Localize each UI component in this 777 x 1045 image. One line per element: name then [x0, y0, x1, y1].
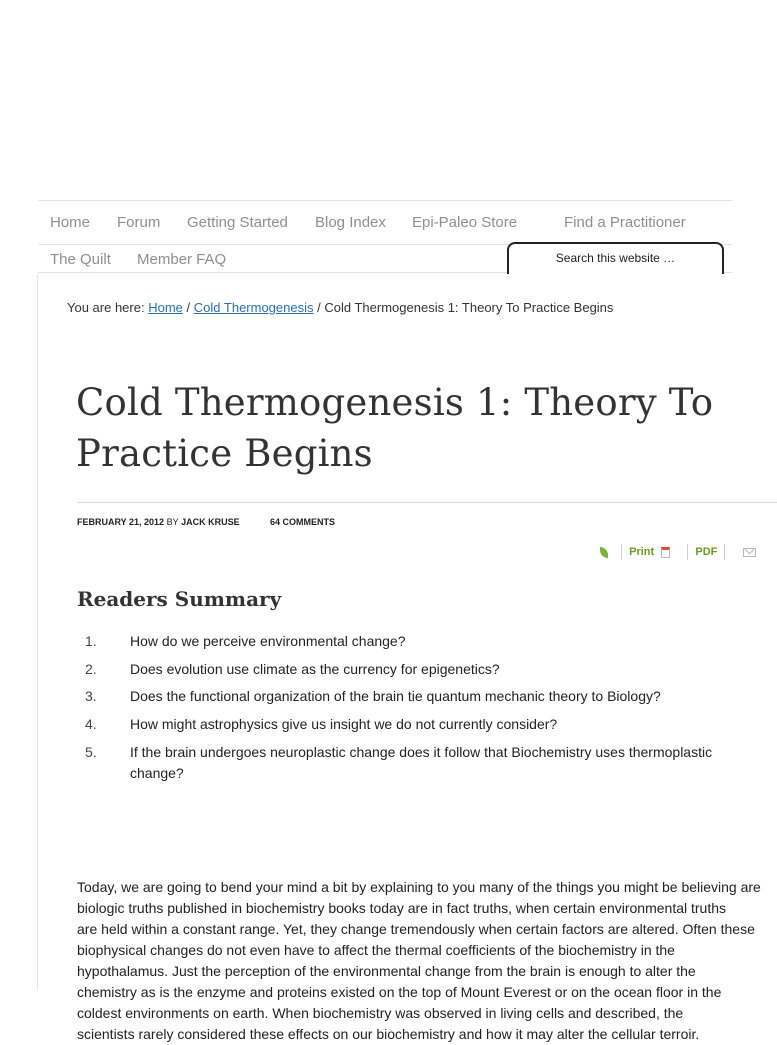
breadcrumb-separator: /: [317, 300, 321, 315]
list-item-text: Does evolution use climate as the currency for epigenetics?: [130, 660, 500, 677]
paragraph-line: coldest environments on earth. When biochemistry was observed in living cells and described, the: [77, 1005, 684, 1021]
list-item-number: 3.: [85, 688, 97, 705]
list-item-number: 5.: [85, 743, 97, 760]
list-item: [77, 686, 777, 707]
list-item-text: How might astrophysics give us insight we do not currently consider?: [130, 716, 558, 733]
primary-nav: [38, 200, 732, 245]
post-by: BY: [166, 517, 179, 527]
list-item: [77, 659, 777, 680]
readers-summary-list: [77, 631, 777, 790]
list-item-text-continued: change?: [130, 764, 184, 781]
post-meta: [77, 517, 240, 527]
list-item-number: 4.: [85, 716, 97, 733]
paragraph-line: scientists rarely considered these effects on our biochemistry and how it may alter the cellular terroir.: [77, 1026, 700, 1042]
tool-separator: [621, 544, 622, 560]
print-button[interactable]: Print: [629, 546, 655, 558]
nav-forum[interactable]: Forum: [117, 214, 161, 231]
list-item: [77, 714, 777, 735]
pdf-button[interactable]: PDF: [695, 546, 718, 558]
post-title-line1: Cold Thermogenesis 1: Theory To: [76, 381, 714, 424]
search-box: [507, 242, 724, 274]
readers-summary-heading: Readers Summary: [77, 587, 282, 611]
breadcrumb: [67, 300, 613, 315]
email-icon[interactable]: [743, 548, 756, 557]
nav-epi-paleo-store[interactable]: Epi-Paleo Store: [412, 214, 518, 231]
tool-separator: [687, 544, 688, 560]
comments-link[interactable]: 64 COMMENTS: [270, 517, 336, 527]
list-item-text: Does the functional organization of the brain tie quantum mechanic theory to Biology?: [130, 688, 661, 705]
breadcrumb-current: Cold Thermogenesis 1: Theory To Practice Begins: [324, 300, 614, 315]
print-tools: [600, 544, 756, 562]
content-panel: [37, 274, 761, 1042]
nav-blog-index[interactable]: Blog Index: [315, 214, 386, 231]
nav-home[interactable]: Home: [50, 214, 91, 231]
list-item-text: If the brain undergoes neuroplastic change does it follow that Biochemistry uses thermoplastic: [130, 743, 713, 760]
paragraph-line: hypothalamus. Just the perception of the environmental change from the brain is enough to alter the: [77, 963, 696, 979]
list-item: [77, 742, 777, 784]
list-item-text: How do we perceive environmental change?: [130, 633, 406, 649]
leaf-icon: [600, 547, 608, 558]
nav-member-faq[interactable]: Member FAQ: [137, 251, 227, 268]
nav-getting-started[interactable]: Getting Started: [187, 214, 288, 231]
breadcrumb-home-link[interactable]: Home: [148, 300, 183, 315]
post-title-line2: Practice Begins: [76, 432, 373, 475]
pdf-icon: [661, 547, 670, 558]
post-title: [76, 377, 716, 479]
breadcrumb-category-link[interactable]: Cold Thermogenesis: [193, 300, 314, 315]
nav-find-practitioner[interactable]: Find a Practitioner: [564, 214, 686, 231]
paragraph-line: biophysical changes do not even have to affect the thermal coefficients of the biochemistry in the: [77, 942, 675, 958]
list-item: [77, 631, 777, 652]
list-item-number: 2.: [85, 660, 97, 677]
post-date: FEBRUARY 21, 2012: [77, 517, 165, 527]
paragraph-line: Today, we are going to bend your mind a bit by explaining to you many of the things you might be believing are: [77, 879, 761, 895]
meta-divider: [77, 502, 777, 503]
nav-the-quilt[interactable]: The Quilt: [50, 251, 111, 268]
post-author-link[interactable]: JACK KRUSE: [181, 517, 240, 527]
article-paragraph: [77, 877, 777, 1045]
paragraph-line: biologic truths published in biochemistry books today are in fact truths, when certain environmental truths: [77, 900, 727, 916]
breadcrumb-prefix: You are here:: [67, 300, 145, 315]
list-item-number: 1.: [85, 633, 97, 649]
search-input[interactable]: [509, 251, 722, 265]
paragraph-line: chemistry as is the enzyme and proteins existed on the top of Mount Everest or on the ocean floor in the: [77, 984, 722, 1000]
tool-separator: [724, 544, 725, 560]
paragraph-line: are held within a constant range. Yet, they change tremendously when certain factors are altered. Often these: [77, 921, 755, 937]
breadcrumb-separator: /: [186, 300, 191, 315]
